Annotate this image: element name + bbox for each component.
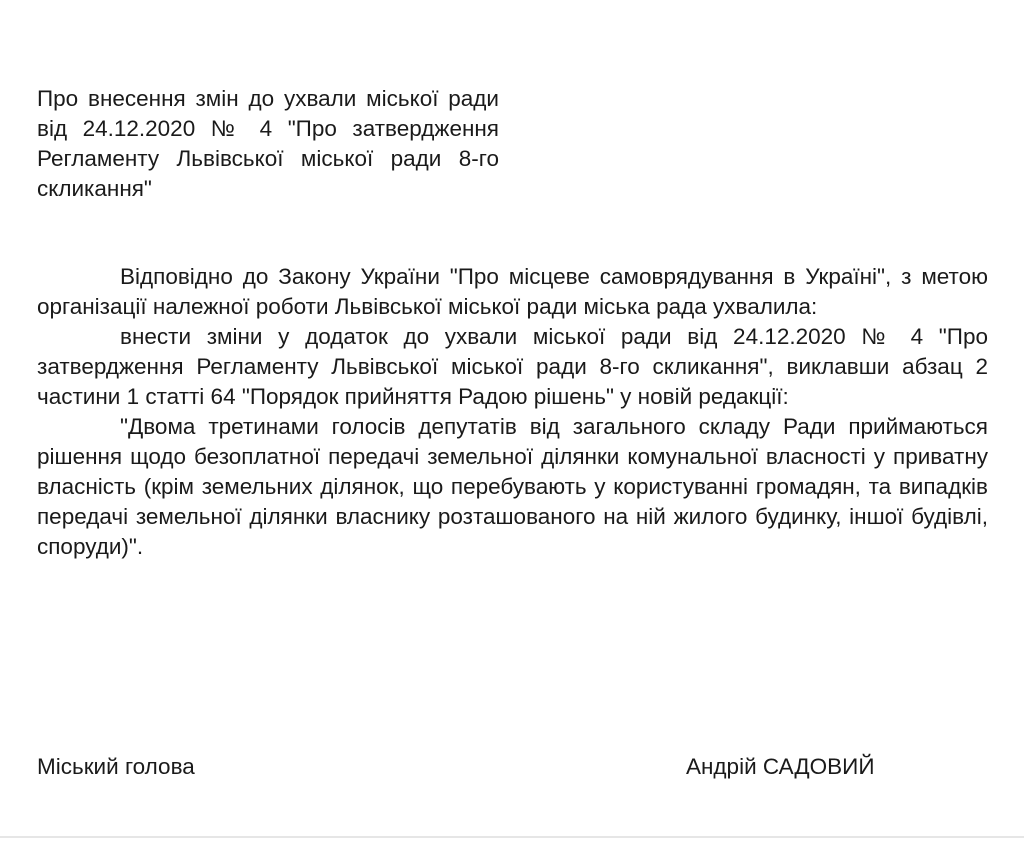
signature-block xyxy=(37,752,988,784)
resolution-paragraph: внести зміни у додаток до ухвали міської ради від 24.12.2020 № 4 "Про затвердження Регламенту Львівської міської ради 8-го скликання", виклавши абзац 2 частини 1 статті 64 "Порядок прийняття Радою рішень" у новій редакції: xyxy=(37,324,988,409)
signatory-position: Міський голова xyxy=(37,754,195,779)
preamble-paragraph: Відповідно до Закону України "Про місцеве самоврядування в Україні", з метою організації належної роботи Львівської міської ради міська рада ухвалила: xyxy=(37,264,988,319)
document-title: Про внесення змін до ухвали міської ради від 24.12.2020 № 4 "Про затвердження Регламенту Львівської міської ради 8-го скликання" xyxy=(37,86,499,201)
signatory-name: Андрій САДОВИЙ xyxy=(686,754,875,779)
page-bottom-edge xyxy=(0,836,1024,838)
document-body xyxy=(37,262,988,562)
quoted-amendment-paragraph: "Двома третинами голосів депутатів від загального складу Ради приймаються рішення щодо безоплатної передачі земельної ділянки комунальної власності у приватну власність (крім земельних ділянок, що перебувають у користуванні громадян, та випадків передачі земельної ділянки власнику розташованого на ній жилого будинку, іншої будівлі, споруди)". xyxy=(37,414,988,559)
